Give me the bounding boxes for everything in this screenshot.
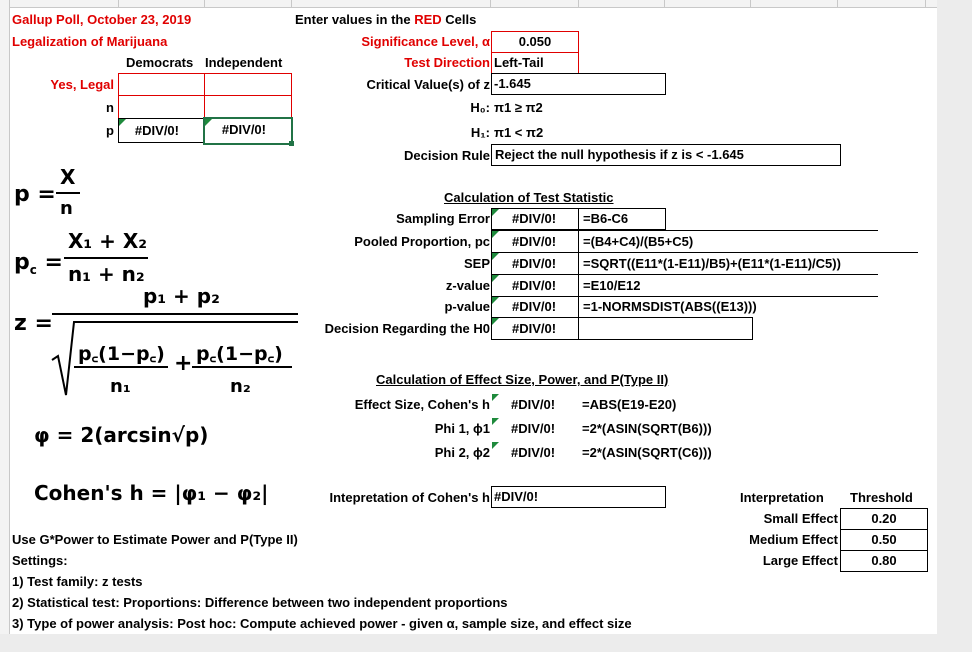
instructions-heading: Enter values in the RED Cells [295, 12, 477, 27]
column-separator[interactable] [837, 0, 838, 7]
threshold-value-large[interactable]: 0.80 [840, 550, 928, 572]
effect-value-cohens-h[interactable]: #DIV/0! [511, 397, 556, 412]
calc-label-p-value: p-value [444, 299, 490, 314]
formula-p-lhs: p = [14, 182, 56, 207]
poll-title: Gallup Poll, October 23, 2019 [12, 12, 192, 27]
formula-z-plus: + [174, 351, 193, 376]
error-indicator-icon[interactable] [492, 418, 499, 425]
effect-value-phi2[interactable]: #DIV/0! [511, 445, 556, 460]
threshold-value-medium[interactable]: 0.50 [840, 529, 928, 551]
calc-formula-sampling-error[interactable]: =B6-C6 [578, 208, 666, 230]
interpretation-label: Intepretation of Cohen's h [329, 490, 490, 505]
effect-section-title: Calculation of Effect Size, Power, and P(Type II) [376, 372, 669, 387]
threshold-label-large: Large Effect [762, 553, 838, 568]
formula-pc-den: n₁ + n₂ [68, 262, 145, 286]
effect-label-cohens-h: Effect Size, Cohen's h [354, 397, 490, 412]
col-header-independent: Independent [205, 55, 283, 70]
h0-label: H₀: [470, 100, 490, 115]
column-separator[interactable] [925, 0, 926, 7]
error-indicator-icon[interactable] [492, 231, 499, 238]
sheet-empty-area-bottom [0, 634, 937, 652]
column-separator[interactable] [750, 0, 751, 7]
row-label-n: n [106, 100, 114, 115]
calc-value-z[interactable]: #DIV/0! [491, 274, 579, 297]
error-indicator-icon[interactable] [492, 297, 499, 304]
calc-formula-z[interactable]: =E10/E12 [578, 274, 878, 297]
input-yes-democrats[interactable] [118, 73, 205, 96]
calc-value-decision[interactable]: #DIV/0! [491, 317, 579, 340]
column-separator[interactable] [204, 0, 205, 7]
calc-section-title: Calculation of Test Statistic [444, 190, 614, 205]
p-democrats-cell[interactable]: #DIV/0! [118, 118, 205, 143]
formula-pc-num: X₁ + X₂ [68, 229, 148, 253]
formula-pc-lhs: $p_c$ = [14, 250, 63, 277]
column-header-strip[interactable] [9, 0, 937, 8]
error-indicator-icon[interactable] [492, 209, 499, 216]
threshold-header-interpretation: Interpretation [740, 490, 824, 505]
calc-formula-decision[interactable] [578, 317, 753, 340]
decision-rule-label: Decision Rule [404, 148, 490, 163]
threshold-label-medium: Medium Effect [749, 532, 838, 547]
h1-value: π1 < π2 [494, 125, 544, 140]
column-separator[interactable] [490, 0, 491, 7]
critical-value-cell[interactable]: -1.645 [491, 73, 666, 95]
active-cell-selection [203, 117, 293, 145]
formula-p-den: n [60, 198, 73, 219]
effect-label-phi2: Phi 2, ϕ2 [434, 445, 490, 460]
calc-label-sampling-error: Sampling Error [396, 211, 490, 226]
formulas-image[interactable] [8, 160, 298, 520]
error-indicator-icon[interactable] [492, 394, 499, 401]
calc-label-sep: SEP [463, 256, 490, 271]
formula-cohen: Cohen's h = |φ₁ − φ₂| [34, 481, 269, 505]
gpower-step-2: 2) Statistical test: Proportions: Difference between two independent proportions [12, 595, 508, 610]
fill-handle[interactable] [289, 141, 294, 146]
gpower-step-3: 3) Type of power analysis: Post hoc: Compute achieved power - given α, sample size, and effect size [12, 616, 632, 631]
direction-label: Test Direction [404, 55, 490, 70]
calc-value-sep[interactable]: #DIV/0! [491, 252, 579, 275]
threshold-value-small[interactable]: 0.20 [840, 508, 928, 530]
calc-label-pooled-proportion: Pooled Proportion, pc [354, 234, 490, 249]
effect-label-phi1: Phi 1, ϕ1 [434, 421, 490, 436]
error-indicator-icon[interactable] [492, 253, 499, 260]
effect-formula-phi2[interactable]: =2*(ASIN(SQRT(C6))) [582, 445, 712, 460]
formula-z-num: p₁ + p₂ [143, 284, 220, 308]
input-n-independent[interactable] [204, 95, 292, 119]
row-label-p: p [106, 123, 114, 138]
significance-label: Significance Level, α [361, 34, 490, 49]
formula-z-n1: n₁ [110, 376, 131, 397]
h1-label: H₁: [470, 125, 490, 140]
error-indicator-icon[interactable] [492, 275, 499, 282]
formula-phi: φ = 2(arcsin√p) [34, 423, 209, 447]
calc-value-sampling-error[interactable]: #DIV/0! [491, 208, 579, 230]
calc-formula-pooled-proportion[interactable]: =(B4+C4)/(B5+C5) [578, 230, 878, 253]
error-indicator-icon[interactable] [492, 442, 499, 449]
calc-label-decision: Decision Regarding the H0 [324, 321, 490, 336]
calc-value-pooled-proportion[interactable]: #DIV/0! [491, 230, 579, 253]
formula-p-num: X [60, 165, 76, 189]
h0-value: π1 ≥ π2 [494, 100, 543, 115]
column-separator[interactable] [291, 0, 292, 7]
critical-value-label: Critical Value(s) of z [366, 77, 490, 92]
effect-value-phi1[interactable]: #DIV/0! [511, 421, 556, 436]
input-yes-independent[interactable] [204, 73, 292, 96]
topic-title: Legalization of Marijuana [12, 34, 168, 49]
calc-label-z-value: z-value [445, 278, 490, 293]
error-indicator-icon[interactable] [119, 119, 126, 126]
error-indicator-icon[interactable] [205, 119, 212, 126]
calc-formula-p[interactable]: =1-NORMSDIST(ABS((E13))) [578, 296, 878, 318]
formula-z-n2: n₂ [230, 376, 251, 397]
column-separator[interactable] [578, 0, 579, 7]
row-label-yes-legal: Yes, Legal [50, 77, 114, 92]
column-separator[interactable] [664, 0, 665, 7]
effect-formula-cohens-h[interactable]: =ABS(E19-E20) [582, 397, 677, 412]
error-indicator-icon[interactable] [492, 318, 499, 325]
p-independent-cell[interactable]: #DIV/0! [221, 122, 266, 137]
formula-z-lhs: z = [14, 311, 53, 336]
formula-z-den-left: p꜀(1−p꜀) [78, 343, 165, 365]
gpower-title: Use G*Power to Estimate Power and P(Type II) [12, 532, 298, 547]
gpower-step-1: 1) Test family: z tests [12, 574, 143, 589]
effect-formula-phi1[interactable]: =2*(ASIN(SQRT(B6))) [582, 421, 712, 436]
calc-formula-sep[interactable]: =SQRT((E11*(1-E11)/B5)+(E11*(1-E11)/C5)) [578, 252, 918, 275]
input-n-democrats[interactable] [118, 95, 205, 119]
significance-input[interactable]: 0.050 [491, 31, 579, 53]
interpretation-cell[interactable]: #DIV/0! [491, 486, 666, 508]
column-separator[interactable] [118, 0, 119, 7]
calc-value-p[interactable]: #DIV/0! [491, 296, 579, 318]
formula-z-den-right: p꜀(1−p꜀) [196, 343, 283, 365]
threshold-label-small: Small Effect [763, 511, 838, 526]
col-header-democrats: Democrats [126, 55, 194, 70]
decision-rule-cell[interactable]: Reject the null hypothesis if z is < -1.645 [491, 144, 841, 166]
direction-input[interactable]: Left-Tail [491, 52, 579, 74]
threshold-header-threshold: Threshold [850, 490, 913, 505]
sheet-empty-area-right [937, 0, 972, 652]
gpower-settings: Settings: [12, 553, 68, 568]
